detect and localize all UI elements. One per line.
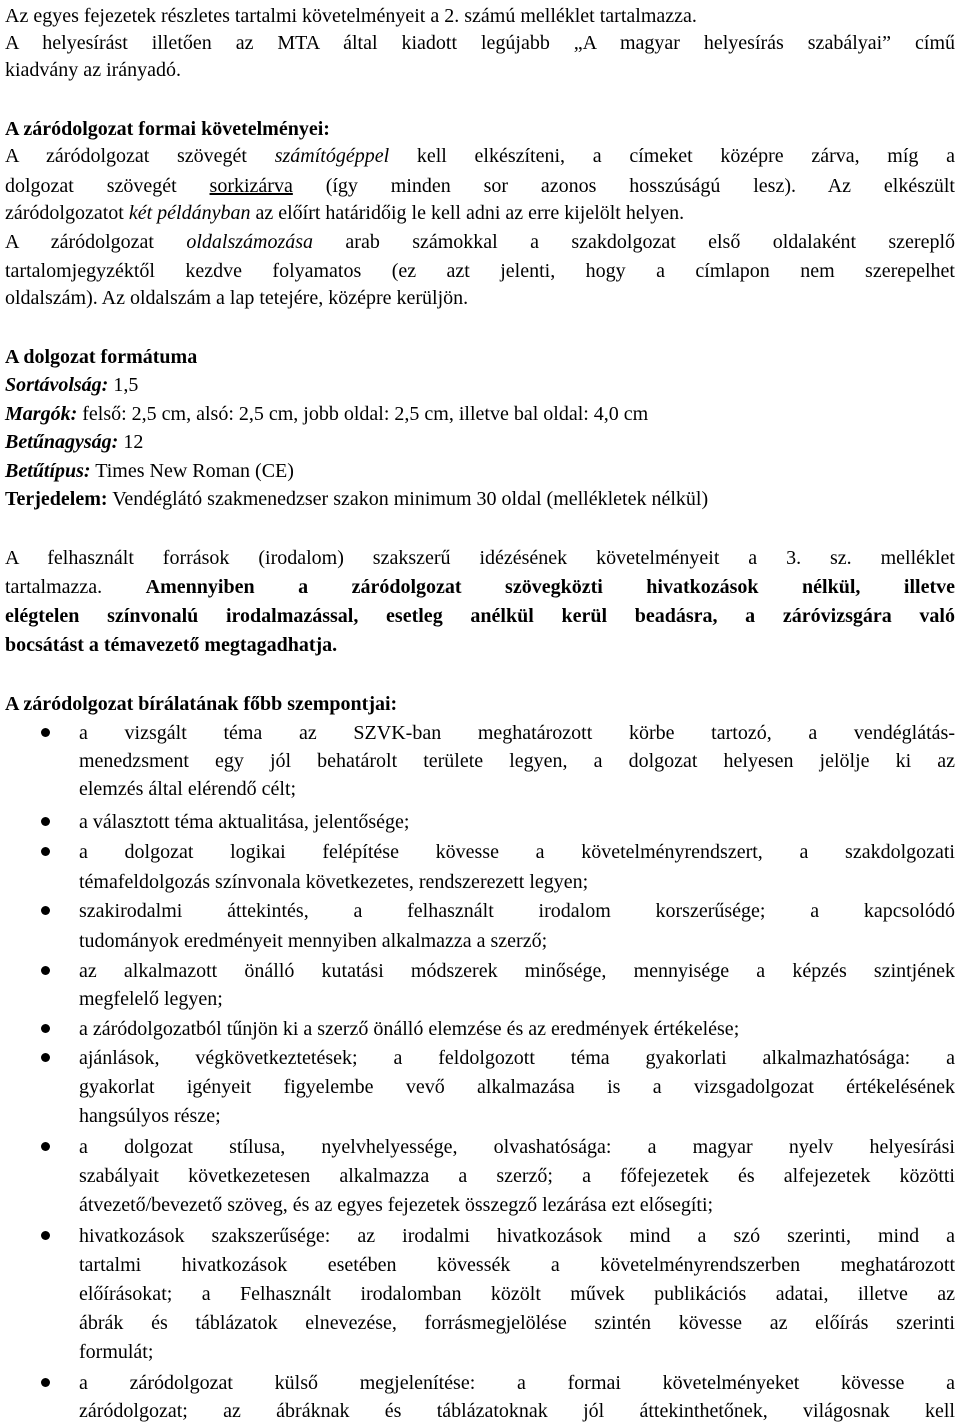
bullet-icon: [41, 847, 50, 856]
list-item: a vizsgált téma az SZVK-ban meghatározott körbe tartozó, a vendéglátás-: [79, 722, 955, 744]
bullet-icon: [41, 1053, 50, 1062]
sources-line: tartalmazza. Amennyiben a záródolgozat szövegközti hivatkozások nélkül, illetve: [5, 576, 955, 598]
list-item: záródolgozat; az ábráknak és táblázatoknak jól áttekinthetőnek, világosnak kell: [79, 1400, 955, 1422]
format-margins: Margók: felső: 2,5 cm, alsó: 2,5 cm, jobb oldal: 2,5 cm, illetve bal oldal: 4,0 cm: [5, 403, 649, 425]
list-item: ajánlások, végkövetkeztetések; a feldolgozott téma gyakorlati alkalmazhatósága: a: [79, 1047, 955, 1069]
list-item: előírásokat; a Felhasznált irodalomban közölt művek publikációs adatai, illetve az: [79, 1283, 955, 1305]
list-item: gyakorlat igényeit figyelembe vevő alkalmazása is a vizsgadolgozat értékelésének: [79, 1076, 955, 1098]
bullet-icon: [41, 906, 50, 915]
list-item: a dolgozat stílusa, nyelvhelyessége, olvashatósága: a magyar nyelv helyesírási: [79, 1136, 955, 1158]
bullet-icon: [41, 1024, 50, 1033]
bullet-icon: [41, 1231, 50, 1240]
list-item: a választott téma aktualitása, jelentősége;: [79, 811, 410, 833]
list-item: ábrák és táblázatok elnevezése, forrásmegjelölése szintén kövesse az előírás szerinti: [79, 1312, 955, 1334]
intro-line: kiadvány az irányadó.: [5, 59, 182, 81]
bullet-icon: [41, 728, 50, 737]
list-item: a dolgozat logikai felépítése kövesse a követelményrendszert, a szakdolgozati: [79, 841, 955, 863]
list-item: megfelelő legyen;: [79, 988, 223, 1010]
sources-line: bocsátást a témavezető megtagadhatja.: [5, 634, 338, 656]
format-length: Terjedelem: Vendéglátó szakmenedzser szakon minimum 30 oldal (mellékletek nélkül): [5, 488, 709, 510]
intro-line: Az egyes fejezetek részletes tartalmi követelményeit a 2. számú melléklet tartalmazza.: [5, 5, 697, 27]
paragraph-line: A záródolgozat szövegét számítógéppel kell elkészíteni, a címeket középre zárva, míg a: [5, 145, 956, 167]
paragraph-line: oldalszám). Az oldalszám a lap tetejére, középre kerüljön.: [5, 287, 469, 309]
list-item: formulát;: [79, 1341, 154, 1363]
sources-line: elégtelen színvonalú irodalmazással, esetleg anélkül kerül beadásra, a záróvizsgára való: [5, 605, 955, 627]
format-heading: A dolgozat formátuma: [5, 346, 198, 368]
list-item: témafeldolgozás színvonala következetes, rendszerezett legyen;: [79, 871, 589, 893]
paragraph-line: tartalomjegyzéktől kezdve folyamatos (ez azt jelenti, hogy a címlapon nem szerepelhet: [5, 260, 955, 282]
formal-heading: A záródolgozat formai követelményei:: [5, 118, 330, 140]
bullet-icon: [41, 1142, 50, 1151]
list-item: menedzsment egy jól behatárolt területe legyen, a dolgozat helyesen jelölje ki az: [79, 750, 955, 772]
list-item: szakirodalmi áttekintés, a felhasznált irodalom korszerűsége; a kapcsolódó: [79, 900, 955, 922]
bullet-icon: [41, 1378, 50, 1387]
format-fontsize: Betűnagyság: 12: [5, 431, 144, 453]
list-item: szabályait következetesen alkalmazza a szerző; a főfejezetek és alfejezetek közötti: [79, 1165, 955, 1187]
sources-line: A felhasznált források (irodalom) szakszerű idézésének követelményeit a 3. sz. melléklet: [5, 547, 955, 569]
list-item: hangsúlyos része;: [79, 1105, 221, 1127]
list-item: átvezető/bevezető szöveg, és az egyes fejezetek összegző lezárása ezt elősegíti;: [79, 1194, 714, 1216]
list-item: tudományok eredményeit mennyiben alkalmazza a szerző;: [79, 930, 548, 952]
list-item: a záródolgozatból tűnjön ki a szerző önálló elemzése és az eredmények értékelése;: [79, 1018, 740, 1040]
review-heading: A záródolgozat bírálatának főbb szempontjai:: [5, 693, 398, 715]
list-item: elemzés által elérendő célt;: [79, 778, 297, 800]
intro-line: A helyesírást illetően az MTA által kiadott legújabb „A magyar helyesírás szabályai” című: [5, 32, 955, 54]
list-item: tartalmi hivatkozások esetében kövessék a követelményrendszerben meghatározott: [79, 1254, 955, 1276]
list-item: hivatkozások szakszerűsége: az irodalmi hivatkozások mind a szó szerinti, mind a: [79, 1225, 955, 1247]
format-fonttype: Betűtípus: Times New Roman (CE): [5, 460, 294, 482]
paragraph-line: záródolgozatot két példányban az előírt határidőig le kell adni az erre kijelölt helyen.: [5, 202, 685, 224]
paragraph-line: dolgozat szövegét sorkizárva (így minden sor azonos hosszúságú lesz). Az elkészült: [5, 175, 955, 197]
list-item: az alkalmazott önálló kutatási módszerek minősége, mennyisége a képzés szintjének: [79, 960, 955, 982]
bullet-icon: [41, 966, 50, 975]
paragraph-line: A záródolgozat oldalszámozása arab számokkal a szakdolgozat első oldalaként szereplő: [5, 231, 955, 253]
list-item: a záródolgozat külső megjelenítése: a formai követelményeket kövesse a: [79, 1372, 955, 1394]
format-spacing: Sortávolság: 1,5: [5, 374, 139, 396]
bullet-icon: [41, 817, 50, 826]
